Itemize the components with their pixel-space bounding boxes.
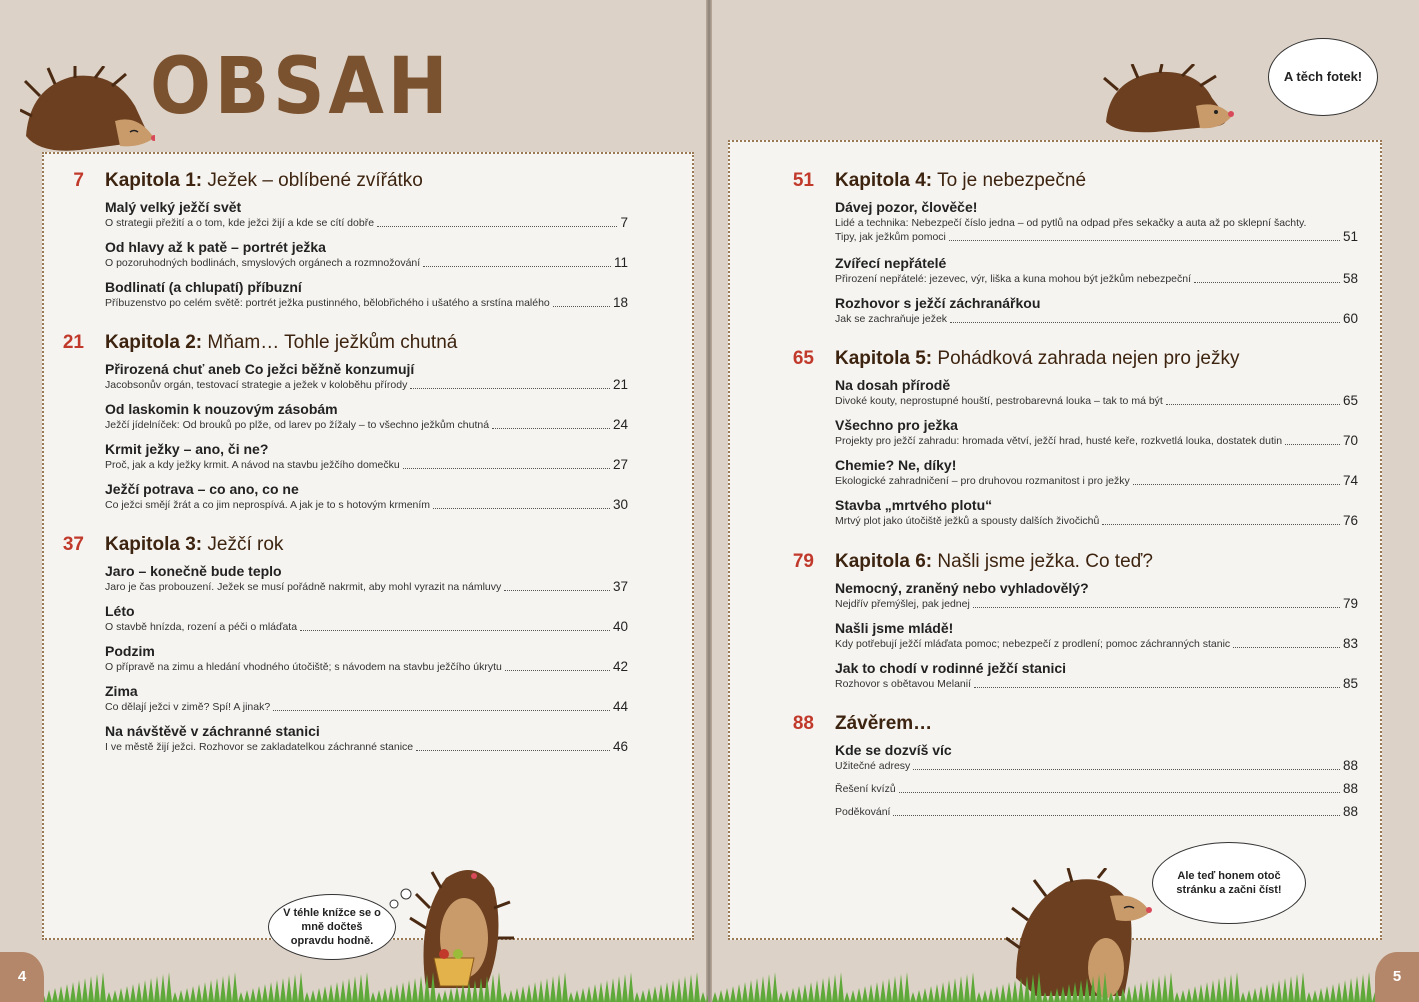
entry-page-number: 21 xyxy=(612,377,628,392)
chapter-label: Kapitola 6: xyxy=(835,551,933,572)
entry-description: Příbuzenstvo po celém světě: portrét ježka pustinného, bělobřichého i ušatého a srstína malého xyxy=(105,297,550,309)
entry-description: O přípravě na zimu a hledání vhodného útočiště; s návodem na stavbu ježčího úkrytu xyxy=(105,661,502,673)
toc-entry[interactable] xyxy=(105,603,628,634)
entry-description: I ve městě žijí ježci. Rozhovor se zakladatelkou záchranné stanice xyxy=(105,741,414,753)
toc-entry[interactable] xyxy=(105,239,628,270)
entry-row xyxy=(835,782,1358,796)
toc-entry[interactable] xyxy=(105,723,628,754)
entry-title: Kde se dozvíš víc xyxy=(835,742,952,758)
chapter-title[interactable] xyxy=(835,170,1086,192)
dot-leader xyxy=(973,607,1340,608)
chapter-page-number[interactable]: 51 xyxy=(792,170,814,191)
chapter-page-number[interactable]: 88 xyxy=(792,713,814,734)
dot-leader xyxy=(1133,484,1340,485)
entry-row xyxy=(835,434,1358,448)
entry-page-number: 60 xyxy=(1342,311,1358,326)
entry-page-number: 30 xyxy=(612,497,628,512)
toc-entry[interactable] xyxy=(105,361,628,392)
chapter-page-number[interactable]: 21 xyxy=(62,332,84,353)
dot-leader xyxy=(505,670,610,671)
chapter-label: Kapitola 1: xyxy=(105,170,203,191)
dot-leader xyxy=(410,388,610,389)
entry-description: Nejdřív přemýšlej, pak jednej xyxy=(835,598,970,610)
chapter-name: Našli jsme ježka. Co teď? xyxy=(937,551,1153,572)
entry-page-number: 65 xyxy=(1342,393,1358,408)
speech-bubble-bottom-right xyxy=(1152,842,1306,924)
entry-title: Přirozená chuť aneb Co ježci běžně konzumují xyxy=(105,361,415,377)
chapter-page-number[interactable]: 79 xyxy=(792,551,814,572)
toc-entry[interactable] xyxy=(105,199,628,230)
entry-row xyxy=(835,759,1358,773)
entry-title: Bodlinatí (a chlupatí) příbuzní xyxy=(105,279,302,295)
entry-description: O pozoruhodných bodlinách, smyslových orgánech a rozmnožování xyxy=(105,257,421,269)
entry-page-number: 7 xyxy=(620,215,628,230)
entry-row xyxy=(105,216,628,230)
dot-leader xyxy=(300,630,610,631)
dot-leader xyxy=(899,792,1340,793)
toc-entry[interactable] xyxy=(835,255,1358,286)
entry-row xyxy=(835,805,1358,819)
entry-page-number: 37 xyxy=(612,579,628,594)
entry-title: Všechno pro ježka xyxy=(835,417,958,433)
entry-row xyxy=(835,677,1358,691)
dot-leader xyxy=(492,428,610,429)
toc-entry[interactable] xyxy=(835,295,1358,326)
page-title: OBSAH xyxy=(150,42,452,132)
entry-page-number: 11 xyxy=(613,255,628,270)
entry-page-number: 18 xyxy=(612,295,628,310)
dot-leader xyxy=(403,468,610,469)
chapter-title[interactable] xyxy=(835,551,1153,573)
entry-description: O strategii přežití a o tom, kde ježci žijí a kde se cítí dobře xyxy=(105,217,375,229)
entry-page-number: 51 xyxy=(1342,229,1358,244)
entry-description: Projekty pro ježčí zahradu: hromada větví, ježčí hrad, husté keře, rozkvetlá louka, dostatek dutin xyxy=(835,435,1283,447)
chapter-name: Pohádková zahrada nejen pro ježky xyxy=(937,348,1240,369)
entry-title: Malý velký ježčí svět xyxy=(105,199,242,215)
dot-leader xyxy=(949,240,1340,241)
bubble-text-bottom-left: V téhle knížce se o mně dočteš opravdu hodně. xyxy=(283,907,381,947)
dot-leader xyxy=(433,508,610,509)
chapter-name: Mňam… Tohle ježkům chutná xyxy=(207,332,458,353)
grass-decoration-right xyxy=(712,968,1380,1002)
dot-leader xyxy=(1194,282,1340,283)
dot-leader xyxy=(1102,524,1340,525)
toc-entry[interactable] xyxy=(835,377,1358,408)
toc-entry[interactable] xyxy=(835,742,1358,773)
chapter-title[interactable] xyxy=(835,713,932,735)
entry-title: Zima xyxy=(105,683,138,699)
toc-entry[interactable] xyxy=(105,401,628,432)
dot-leader xyxy=(273,710,610,711)
entry-page-number: 88 xyxy=(1342,758,1358,773)
entry-title: Ježčí potrava – co ano, co ne xyxy=(105,481,299,497)
chapter-title[interactable] xyxy=(105,332,457,354)
chapter-name: To je nebezpečné xyxy=(937,170,1087,191)
entry-row xyxy=(105,378,628,392)
entry-row xyxy=(105,580,628,594)
bubble-text-top-right: A těch fotek! xyxy=(1283,69,1363,84)
dot-leader xyxy=(504,590,610,591)
entry-description: Proč, jak a kdy ježky krmit. A návod na stavbu ježčího domečku xyxy=(105,459,400,471)
entry-description: Užitečné adresy xyxy=(835,760,911,772)
entry-page-number: 74 xyxy=(1342,473,1358,488)
entry-title: Od laskomin k nouzovým zásobám xyxy=(105,401,338,417)
entry-description: Jak se zachraňuje ježek xyxy=(835,313,948,325)
entry-description: Ježčí jídelníček: Od brouků po plže, od larev po žížaly – to všechno ježkům chutná xyxy=(105,419,490,431)
bubble-text-bottom-right: Ale teď honem otoč stránku a začni číst! xyxy=(1176,870,1282,896)
entry-description: Přirození nepřátelé: jezevec, výr, liška a kuna mohou být ježkům nebezpeční xyxy=(835,273,1192,285)
entry-page-number: 42 xyxy=(612,659,628,674)
dot-leader xyxy=(1166,404,1340,405)
entry-description: Ekologické zahradničení – pro druhovou rozmanitost i pro ježky xyxy=(835,475,1130,487)
entry-description: Mrtvý plot jako útočiště ježků a spousty dalších živočichů xyxy=(835,515,1100,527)
entry-row xyxy=(835,514,1358,528)
entry-title: Nemocný, zraněný nebo vyhladovělý? xyxy=(835,580,1089,596)
entry-title: Stavba „mrtvého plotu“ xyxy=(835,497,993,513)
page-number-right: 5 xyxy=(1375,952,1419,1002)
entry-title: Na návštěvě v záchranné stanici xyxy=(105,723,320,739)
entry-title: Chemie? Ne, díky! xyxy=(835,457,957,473)
entry-title: Podzim xyxy=(105,643,155,659)
toc-entry[interactable] xyxy=(105,643,628,674)
entry-page-number: 40 xyxy=(612,619,628,634)
entry-title: Jak to chodí v rodinné ježčí stanici xyxy=(835,660,1067,676)
toc-entry[interactable] xyxy=(835,660,1358,691)
entry-title: Léto xyxy=(105,603,135,619)
entry-row xyxy=(105,458,628,472)
dot-leader xyxy=(974,687,1340,688)
entry-row xyxy=(835,272,1358,286)
chapter-name: Závěrem… xyxy=(835,713,933,734)
entry-row xyxy=(835,637,1358,651)
page-number-left: 4 xyxy=(0,952,44,1002)
dot-leader xyxy=(1285,444,1340,445)
entry-row xyxy=(105,498,628,512)
entry-description: O stavbě hnízda, rození a péči o mláďata xyxy=(105,621,298,633)
chapter-page-number[interactable]: 37 xyxy=(62,534,84,555)
entry-row xyxy=(105,660,628,674)
toc-entry[interactable] xyxy=(835,417,1358,448)
entry-title: Na dosah přírodě xyxy=(835,377,951,393)
dot-leader xyxy=(893,815,1340,816)
chapter-title[interactable] xyxy=(105,170,423,192)
entry-page-number: 70 xyxy=(1342,433,1358,448)
chapter-title[interactable] xyxy=(835,348,1240,370)
entry-description: Co ježci smějí žrát a co jim neprospívá. A jak je to s hotovým krmením xyxy=(105,499,431,511)
chapter-title[interactable] xyxy=(105,534,283,556)
dot-leader xyxy=(1233,647,1340,648)
hedgehog-illustration-top-right xyxy=(1100,64,1235,142)
entry-page-number: 24 xyxy=(612,417,628,432)
entry-page-number: 27 xyxy=(612,457,628,472)
entry-row xyxy=(105,700,628,714)
entry-page-number: 79 xyxy=(1342,596,1358,611)
entry-description: Poděkování xyxy=(835,806,891,818)
entry-page-number: 46 xyxy=(612,739,628,754)
dot-leader xyxy=(377,226,617,227)
entry-title: Jaro – konečně bude teplo xyxy=(105,563,282,579)
toc-entry[interactable] xyxy=(835,580,1358,611)
chapter-page-number[interactable]: 65 xyxy=(792,348,814,369)
toc-entry[interactable] xyxy=(105,441,628,472)
entry-page-number: 58 xyxy=(1342,271,1358,286)
hedgehog-illustration-top-left xyxy=(20,66,155,162)
entry-row xyxy=(835,312,1358,326)
entry-row xyxy=(105,256,628,270)
toc-entry[interactable] xyxy=(835,782,1358,796)
chapter-label: Kapitola 2: xyxy=(105,332,203,353)
chapter-name: Ježek – oblíbené zvířátko xyxy=(207,170,423,191)
entry-description: Jacobsonův orgán, testovací strategie a ježek v koloběhu přírody xyxy=(105,379,408,391)
toc-entry[interactable] xyxy=(835,457,1358,488)
grass-decoration-left xyxy=(40,968,708,1002)
thought-bubble-bottom-left xyxy=(268,894,396,960)
chapter-label: Kapitola 3: xyxy=(105,534,203,555)
entry-page-number: 83 xyxy=(1342,636,1358,651)
chapter-label: Kapitola 5: xyxy=(835,348,933,369)
entry-description: Tipy, jak ježkům pomoci xyxy=(835,231,946,243)
entry-description: Rozhovor s obětavou Melanií xyxy=(835,678,971,690)
entry-page-number: 44 xyxy=(612,699,628,714)
entry-description-line: Lidé a technika: Nebezpečí číslo jedna – od pytlů na odpad přes sekačky a auta až po sklepní šachty. xyxy=(835,217,1307,229)
chapter-label: Kapitola 4: xyxy=(835,170,933,191)
speech-bubble-top-right xyxy=(1268,38,1378,116)
entry-row xyxy=(105,620,628,634)
chapter-page-number[interactable]: 7 xyxy=(73,170,84,191)
entry-row xyxy=(835,597,1358,611)
entry-title: Zvířecí nepřátelé xyxy=(835,255,947,271)
entry-title: Od hlavy až k patě – portrét ježka xyxy=(105,239,326,255)
entry-title: Našli jsme mládě! xyxy=(835,620,954,636)
toc-entry[interactable] xyxy=(835,805,1358,819)
dot-leader xyxy=(553,306,610,307)
dot-leader xyxy=(423,266,611,267)
book-gutter xyxy=(706,0,712,1002)
entry-description: Co dělají ježci v zimě? Spí! A jinak? xyxy=(105,701,271,713)
entry-row xyxy=(835,394,1358,408)
toc-entry[interactable] xyxy=(105,563,628,594)
entry-row xyxy=(105,418,628,432)
dot-leader xyxy=(416,750,610,751)
entry-row xyxy=(105,740,628,754)
toc-entry[interactable] xyxy=(105,481,628,512)
toc-entry[interactable] xyxy=(835,620,1358,651)
entry-description: Kdy potřebují ježčí mláďata pomoc; nebezpečí z prodlení; pomoc záchranných stanic xyxy=(835,638,1231,650)
entry-page-number: 88 xyxy=(1342,804,1358,819)
entry-row xyxy=(835,474,1358,488)
entry-description: Jaro je čas probouzení. Ježek se musí pořádně nakrmit, aby mohl vyrazit na námluvy xyxy=(105,581,502,593)
dot-leader xyxy=(913,769,1340,770)
chapter-name: Ježčí rok xyxy=(207,534,284,555)
entry-page-number: 76 xyxy=(1342,513,1358,528)
toc-entry[interactable] xyxy=(105,279,628,310)
entry-page-number: 88 xyxy=(1342,781,1358,796)
entry-page-number: 85 xyxy=(1342,676,1358,691)
toc-entry[interactable] xyxy=(835,497,1358,528)
entry-row xyxy=(105,296,628,310)
entry-title: Dávej pozor, člověče! xyxy=(835,199,978,215)
entry-description: Řešení kvízů xyxy=(835,783,896,795)
entry-description: Divoké kouty, neprostupné houští, pestrobarevná louka – tak to má být xyxy=(835,395,1163,407)
entry-title: Krmit ježky – ano, či ne? xyxy=(105,441,269,457)
toc-entry[interactable] xyxy=(105,683,628,714)
toc-entry[interactable] xyxy=(835,199,1358,244)
entry-row xyxy=(835,230,1358,244)
dot-leader xyxy=(950,322,1340,323)
entry-title: Rozhovor s ježčí záchranářkou xyxy=(835,295,1041,311)
